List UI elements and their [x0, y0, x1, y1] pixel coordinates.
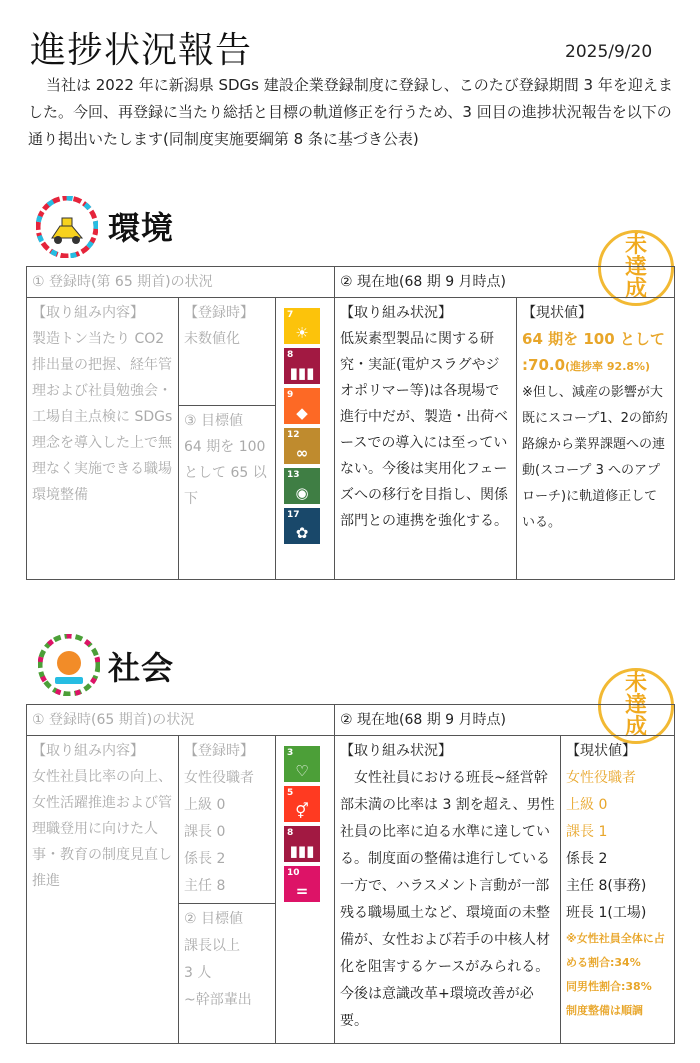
sdg-17-icon: 17 ✿: [284, 508, 320, 544]
env-current-value: :70.0: [522, 356, 566, 374]
soc-target-label: ② 目標値: [184, 910, 244, 927]
env-status-text: 低炭素型製品に関する研究・実証(電炉スラグやジオポリマー等)は各現場で進行中だが、製造・出荷ベースでの導入には至っていない。今後は実用化フェーズへの移行を目指し、関係部門との連携を強化する。: [340, 331, 509, 529]
report-date: 2025/9/20: [565, 42, 653, 62]
soc-registered-line: 課長 0: [184, 824, 226, 840]
soc-target-line: ~幹部輩出: [184, 991, 252, 1008]
soc-current-line: 班長 1(工場): [566, 905, 647, 921]
soc-registered-line: 上級 0: [184, 797, 226, 813]
environment-section-title: 環境: [108, 209, 175, 247]
env-header-registration: ① 登録時(第 65 期首)の状況: [27, 267, 335, 298]
soc-header-registration: ① 登録時(65 期首)の状況: [27, 705, 335, 736]
niigata-construction-sdgs-logo: [36, 196, 98, 258]
sdg-13-icon: 13 ◉: [284, 468, 320, 504]
not-achieved-stamp-environment: 未 達 成: [598, 230, 674, 306]
env-header-current: ② 現在地(68 期 9 月時点): [335, 267, 675, 298]
page-title: 進捗状況報告: [30, 30, 253, 71]
soc-effort-text: 女性社員比率の向上、女性活躍推進および管理職登用に向けた人事・教育の制度見直し推進: [32, 769, 172, 889]
soc-current-note: 同男性割合:38%: [566, 980, 652, 993]
env-sdg-icons: [276, 298, 335, 580]
sdg-8-icon-society: 8 ▮▮▮: [284, 826, 320, 862]
soc-status-label: 【取り組み状況】: [340, 743, 452, 759]
soc-current-line: 主任 8(事務): [566, 878, 647, 894]
soc-current-label: 【現状値】: [566, 743, 636, 759]
env-current-label: 【現状値】: [522, 305, 593, 321]
soc-current-line: 係長 2: [566, 851, 608, 867]
sdg-5-icon: 5 ⚥: [284, 786, 320, 822]
soc-registered-line: 主任 8: [184, 878, 226, 894]
sdg-10-icon: 10 =: [284, 866, 320, 902]
soc-current-note: 制度整備は順調: [566, 1004, 643, 1017]
env-effort-label: 【取り組み内容】: [32, 305, 144, 321]
sdg-7-icon: 7 ☀: [284, 308, 320, 344]
soc-effort-label: 【取り組み内容】: [32, 743, 144, 759]
sdg-12-icon: 12 ∞: [284, 428, 320, 464]
soc-current-gold-line: 上級 0: [566, 797, 608, 813]
soc-current-gold-line: 女性役職者: [566, 770, 636, 786]
soc-current-note: ※女性社員全体に占める割合:34%: [566, 932, 665, 969]
soc-registered-line: 係長 2: [184, 851, 226, 867]
soc-target-line: 課長以上: [184, 937, 240, 954]
soc-status-text: 女性社員における班長~経営幹部未満の比率は 3 割を超え、男性社員の比率に迫る水準に達している。制度面の整備は進行している一方で、ハラスメント言動が一部残る職場風土など、環境面の未整備が、女性および若手の中核人材化を阻害するケースがみられる。今後は意識改革+環境改善が必要。: [340, 770, 555, 1029]
soc-current-gold-line: 課長 1: [566, 824, 608, 840]
env-status-label: 【取り組み状況】: [340, 305, 453, 321]
sdg-9-icon: 9 ◆: [284, 388, 320, 424]
env-target-label: ③ 目標値: [184, 413, 244, 429]
env-current-rate: (進捗率 92.8%): [565, 360, 651, 373]
sdg-3-icon: 3 ♡: [284, 746, 320, 782]
soc-sdg-icons: [276, 736, 335, 1044]
env-current-note: ※但し、減産の影響が大既にスコープ1、2の節約路線から業界課題への連動(スコープ 3 へのアプローチ)に軌道修正している。: [522, 385, 668, 530]
sdg-8-icon: 8 ▮▮▮: [284, 348, 320, 384]
env-target-value: 64 期を 100 として 65 以下: [184, 439, 267, 507]
env-effort-text: 製造トン当たり CO2 排出量の把握、経年管理および社員勉強会・工場自主点検に SDGs 理念を導入した上で無理なく実施できる職場環境整備: [32, 331, 173, 503]
not-achieved-stamp-society: 未 達 成: [598, 668, 674, 744]
env-registered-value: 未数値化: [184, 331, 240, 347]
env-current-main: 64 期を 100 として: [522, 330, 665, 348]
niigata-construction-sdgs-logo-society: [38, 634, 100, 696]
soc-registered-label: 【登録時】: [184, 743, 254, 759]
society-section-title: 社会: [108, 649, 175, 687]
environment-table: [26, 266, 675, 580]
soc-header-current: ② 現在地(68 期 9 月時点): [335, 705, 675, 736]
intro-paragraph: 当社は 2022 年に新潟県 SDGs 建設企業登録制度に登録し、このたび登録期間 3 年を迎えました。今回、再登録に当たり総括と目標の軌道修正を行うため、3 回目の進捗状況報告を以下の通り掲出いたします(同制度実施要綱第 8 条に基づき公表): [28, 76, 673, 148]
soc-target-line: 3 人: [184, 964, 212, 981]
soc-registered-line: 女性役職者: [184, 770, 254, 786]
society-table: [26, 704, 675, 1044]
env-registered-label: 【登録時】: [184, 305, 254, 321]
